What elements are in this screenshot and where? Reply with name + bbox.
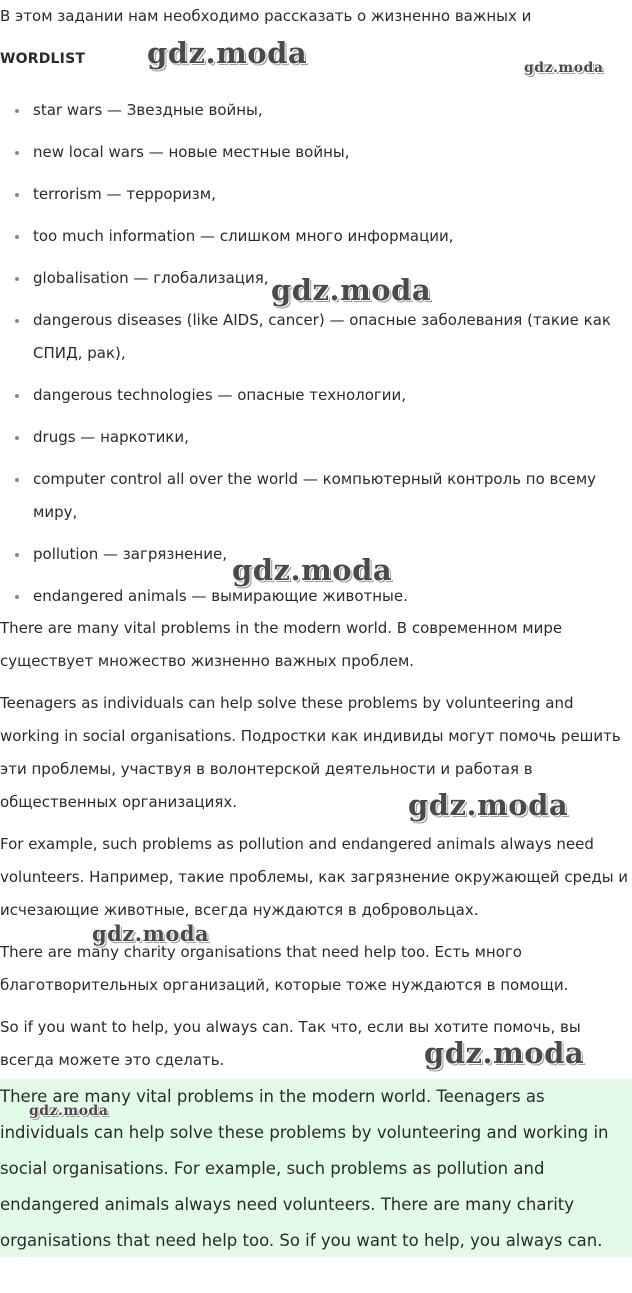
list-item [0,304,632,370]
paragraph: So if you want to help, you always can. Так что, если вы хотите помочь, вы всегда можете это сделать. [0,1018,581,1069]
list-item-text: too much information — слишком много информации, [33,227,454,245]
bullet-icon [15,193,19,197]
watermark-logo: gdz.moda [29,1103,109,1119]
word-list [0,94,632,622]
list-item [0,94,632,127]
list-item-text: pollution — загрязнение, [33,545,227,563]
list-item-text: star wars — Звездные войны, [33,101,263,119]
watermark-logo: gdz.moda [424,1036,585,1070]
bullet-icon [15,478,19,482]
list-item [0,379,632,412]
list-item-text: dangerous technologies — опасные технологии, [33,386,407,404]
list-item-text: endangered animals — вымирающие животные. [33,587,408,605]
bullet-icon [15,436,19,440]
list-item-text: computer control all over the world — компьютерный контроль по всему миру, [33,470,597,521]
bullet-icon [15,319,19,323]
bullet-icon [15,235,19,239]
paragraph: There are many vital problems in the modern world. В современном мире существует множество жизненно важных проблем. [0,619,563,670]
paragraph: For example, such problems as pollution and endangered animals always need volunteers. Например, такие проблемы, как загрязнение окружающей среды и исчезающие животные, всегда нуждаются в добровольцах. [0,835,629,919]
answer-paragraphs [0,612,632,1086]
watermark-logo: gdz.moda [92,921,210,946]
bullet-icon [15,595,19,599]
list-item-text: drugs — наркотики, [33,428,189,446]
list-item [0,178,632,211]
list-item-text: dangerous diseases (like AIDS, cancer) — опасные заболевания (такие как СПИД, рак), [33,311,611,362]
wordlist-heading: WORDLIST [0,51,86,67]
list-item-text: new local wars — новые местные войны, [33,143,350,161]
list-item [0,136,632,169]
bullet-icon [15,109,19,113]
list-item [0,220,632,253]
bullet-icon [15,553,19,557]
intro-text: В этом задании нам необходимо рассказать о жизненно важных и [0,7,532,25]
watermark-logo: gdz.moda [271,273,432,307]
bullet-icon [15,277,19,281]
list-item-text: terrorism — терроризм, [33,185,216,203]
paragraph: There are many charity organisations that need help too. Есть много благотворительных организаций, которые тоже нуждаются в помощи. [0,943,569,994]
watermark-logo: gdz.moda [524,60,604,76]
bullet-icon [15,151,19,155]
paragraph: Teenagers as individuals can help solve these problems by volunteering and working in social organisations. Подростки как индивиды могут помочь решить эти проблемы, участвуя в волонтерской деятельности и работая в общественных организациях. [0,694,621,811]
watermark-logo: gdz.moda [232,553,393,587]
watermark-logo: gdz.moda [408,788,569,822]
list-item-text: globalisation — глобализация, [33,269,269,287]
summary-text: There are many vital problems in the modern world. Teenagers as individuals can help solve these problems by volunteering and working in social organisations. For example, such problems as pollution and endangered animals always need volunteers. There are many charity organisations that need help too. So if you want to help, you always can. [0,1087,609,1250]
list-item [0,463,632,529]
watermark-logo: gdz.moda [147,36,308,70]
list-item [0,421,632,454]
bullet-icon [15,394,19,398]
